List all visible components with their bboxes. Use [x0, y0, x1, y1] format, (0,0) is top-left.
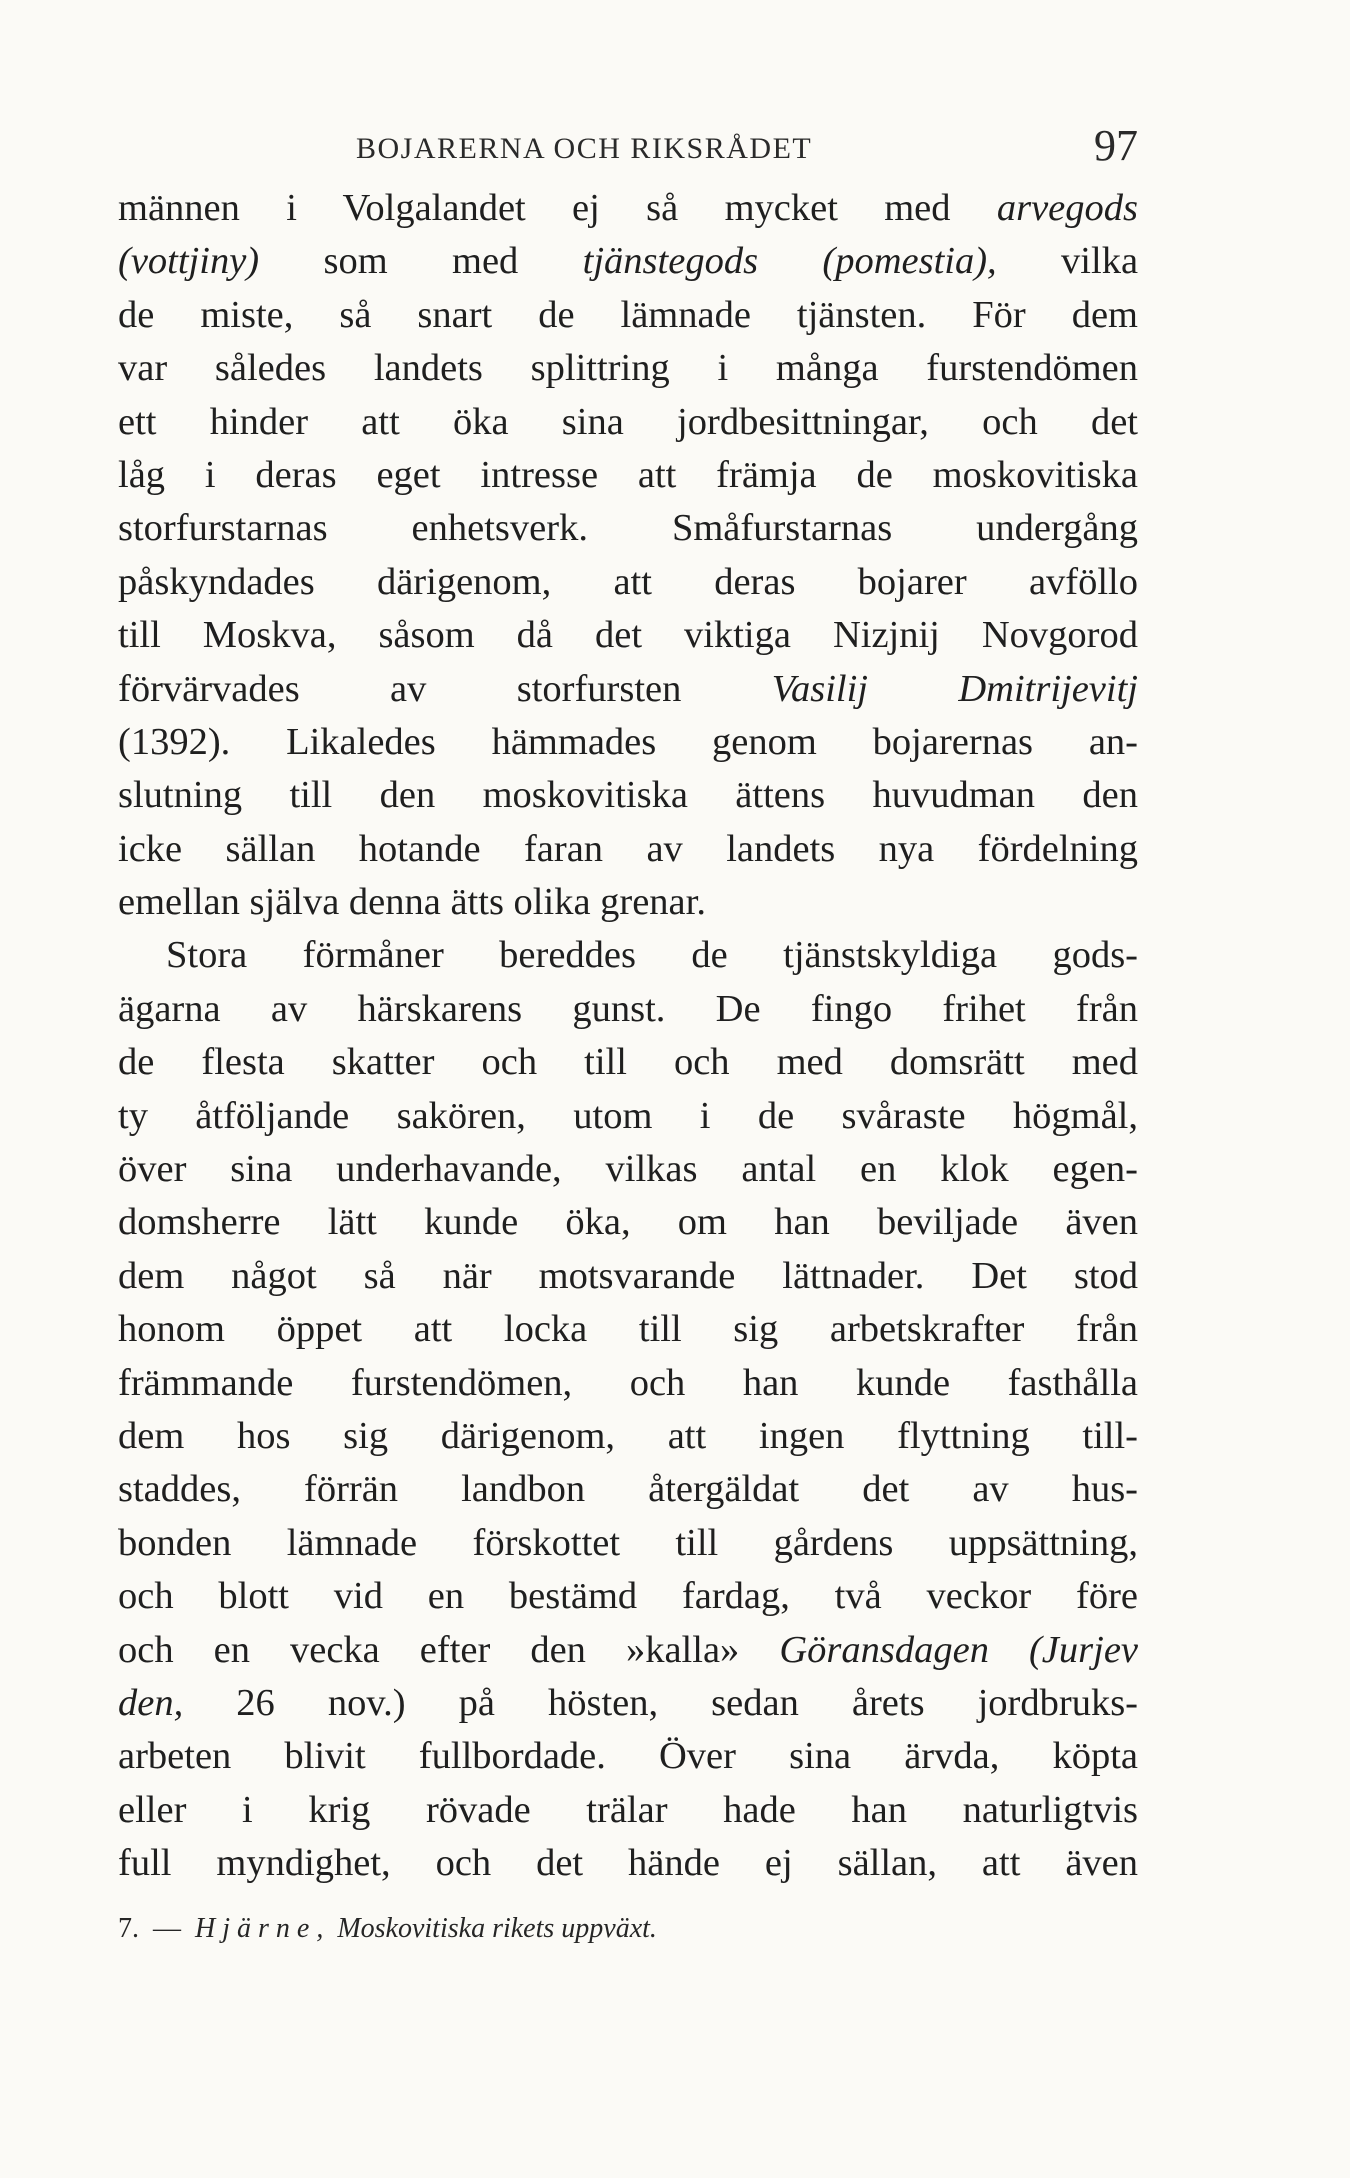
text-line: (vottjiny) som med tjänstegods (pomestia), vilka [118, 240, 1138, 283]
text-line: (1392). Likaledes hämmades genom bojarernas an- [118, 720, 1138, 763]
text-line: och blott vid en bestämd fardag, två veckor före [118, 1575, 1138, 1618]
text-line: påskyndades därigenom, att deras bojarer avföllo [118, 560, 1138, 603]
footnote-title: Moskovitiska rikets uppväxt. [337, 1913, 657, 1944]
text-line: slutning till den moskovitiska ättens huvudman den [118, 774, 1138, 817]
text-line: männen i Volgalandet ej så mycket med arvegods [118, 187, 1138, 229]
page-number: 97 [1094, 121, 1138, 170]
text-line: domsherre lätt kunde öka, om han beviljade även [118, 1201, 1138, 1244]
footnote-dash: — [153, 1913, 181, 1944]
running-title: BOJARERNA OCH RIKSRÅDET [356, 132, 813, 165]
text-line: arbeten blivit fullbordade. Över sina ärvda, köpta [118, 1735, 1138, 1778]
text-line: dem något så när motsvarande lättnader. Det stod [118, 1254, 1138, 1297]
text-line: låg i deras eget intresse att främja de moskovitiska [118, 453, 1138, 496]
page-header [118, 120, 1138, 180]
footnote-number: 7. [118, 1913, 139, 1944]
text-line: ty åtföljande sakören, utom i de svåraste högmål, [118, 1094, 1138, 1137]
text-line: bonden lämnade förskottet till gårdens uppsättning, [118, 1521, 1138, 1564]
text-line: honom öppet att locka till sig arbetskrafter från [118, 1308, 1138, 1351]
text-line: ägarna av härskarens gunst. De fingo frihet från [118, 987, 1138, 1030]
text-line: dem hos sig därigenom, att ingen flyttning till- [118, 1414, 1138, 1457]
text-line: eller i krig rövade trälar hade han naturligtvis [118, 1788, 1138, 1831]
text-line: förvärvades av storfursten Vasilij Dmitrijevitj [118, 667, 1138, 710]
footnote [118, 1913, 1138, 1945]
text-line: staddes, förrän landbon återgäldat det av hus- [118, 1468, 1138, 1511]
text-line: storfurstarnas enhetsverk. Småfurstarnas undergång [118, 507, 1138, 550]
text-line: den, 26 nov.) på hösten, sedan årets jordbruks- [118, 1681, 1138, 1724]
paragraph-last-line: emellan själva denna ätts olika grenar. [118, 881, 706, 924]
paragraph-first-line: Stora förmåner bereddes de tjänstskyldiga gods- [166, 934, 1138, 977]
text-line: full myndighet, och det hände ej sällan, att även [118, 1842, 1138, 1885]
text-line: till Moskva, såsom då det viktiga Nizjnij Novgorod [118, 614, 1138, 657]
text-line: de flesta skatter och till och med domsrätt med [118, 1041, 1138, 1084]
text-line: var således landets splittring i många furstendömen [118, 347, 1138, 390]
footnote-author: Hjärne, [195, 1913, 331, 1944]
text-line: icke sällan hotande faran av landets nya fördelning [118, 827, 1138, 870]
text-line: över sina underhavande, vilkas antal en klok egen- [118, 1148, 1138, 1191]
body-text [118, 182, 1138, 1891]
text-line: och en vecka efter den »kalla» Göransdagen (Jurjev [118, 1628, 1138, 1671]
text-line: ett hinder att öka sina jordbesittningar, och det [118, 400, 1138, 443]
text-line: de miste, så snart de lämnade tjänsten. För dem [118, 293, 1138, 336]
text-line: främmande furstendömen, och han kunde fasthålla [118, 1361, 1138, 1404]
